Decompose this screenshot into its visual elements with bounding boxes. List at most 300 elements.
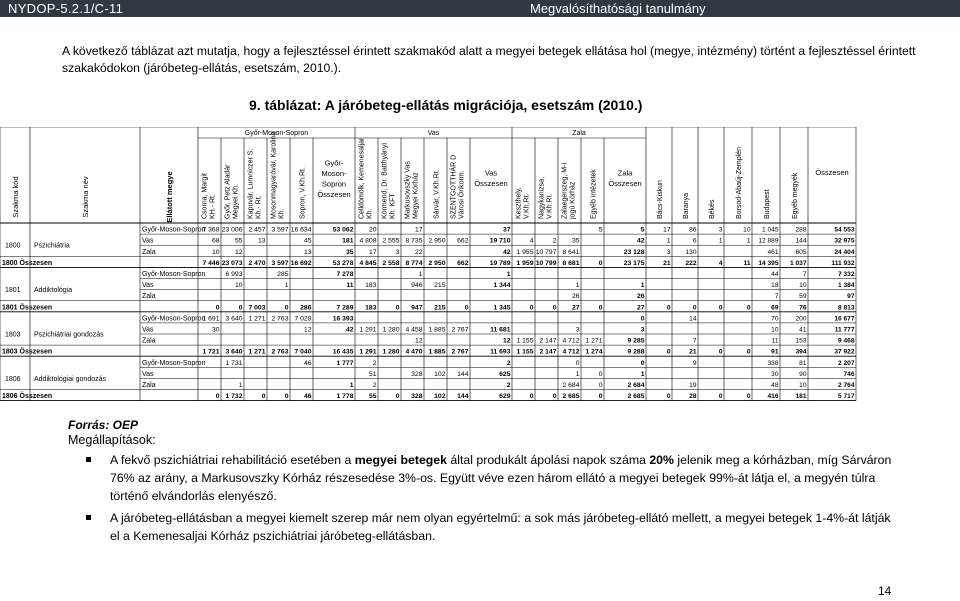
table-cell: 288 (795, 226, 807, 234)
migration-table (0, 127, 960, 413)
table-cell: 947 (411, 304, 423, 312)
column-header: Keszthely, (515, 187, 523, 219)
column-header: Moson- (321, 169, 347, 178)
table-cell: 19 (689, 382, 697, 389)
table-cell: 0 (598, 382, 603, 389)
table-cell: 86 (689, 226, 697, 234)
table-cell: 21 (663, 259, 671, 267)
table-cell: 1 955 (516, 248, 534, 256)
column-header: Nagykanizsa, (538, 176, 546, 219)
table-cell: 2 763 (271, 315, 289, 323)
row-county: Vas (142, 370, 154, 378)
column-header: Budapest (764, 189, 771, 219)
table-cell: 0 (395, 393, 400, 401)
table-cell: 0 (666, 304, 671, 312)
table-cell: 26 (571, 293, 580, 301)
row-county: Vas (142, 237, 154, 245)
group-header: Győr-Moson-Sopron (244, 130, 309, 137)
table-cell: 0 (575, 359, 580, 367)
table-cell: 14 (689, 315, 697, 323)
table-cell: 662 (457, 237, 469, 245)
column-header: Sopron, V.Kh.Rt. (299, 167, 307, 219)
table-cell: 14 395 (758, 259, 779, 267)
table-cell: 338 (767, 359, 779, 367)
column-header: Körmend, Dr. Batthyányi (381, 143, 389, 219)
row-total-label: 1801 Összesen (2, 304, 53, 312)
table-cell: 2 (372, 359, 377, 367)
table-cell: 0 (284, 304, 289, 312)
table-cell: 0 (718, 348, 723, 356)
column-header: Borsod-Abaúj-Zemplén (736, 147, 743, 219)
table-cell: 1 037 (789, 259, 807, 267)
table-cell: 2 763 (271, 348, 289, 356)
table-cell: 7 040 (294, 348, 312, 356)
table-cell: 130 (685, 248, 697, 256)
table-cell: 12 (234, 248, 243, 256)
table-cell: 328 (411, 393, 423, 401)
findings-list (96, 451, 896, 549)
table-cell: 2 950 (428, 259, 446, 267)
table-cell: 285 (277, 271, 289, 278)
row-specialty: Pszichiátriai gondozás (34, 331, 104, 339)
column-header: Győr, Petz Aladár (224, 164, 232, 219)
column-header: jogú Kórház (569, 181, 577, 219)
table-cell: 0 (598, 304, 603, 312)
group-header: Vas (427, 130, 440, 137)
table-cell: 4 808 (359, 237, 377, 245)
column-header: Összesen (608, 179, 642, 188)
table-cell: 9 288 (627, 348, 645, 356)
table-cell: 2 (506, 359, 511, 367)
table-cell: 69 (771, 304, 779, 312)
table-cell: 51 (368, 370, 377, 378)
column-header: Összesen (815, 168, 849, 177)
finding-item: A járóbeteg-ellátásban a megyei kiemelt szerep már nem olyan egyértelmű: a sok más járóbeteg-ellátó mellett, a megyei betegek 1-4%-át látják el a Kemenesaljai Kórház pszichiátriai járóbeteg-ellátásban. (96, 509, 896, 545)
column-header: Egyéb intézetek (590, 169, 598, 219)
table-cell: 37 (502, 226, 511, 234)
column-header: Ellátott megye (165, 171, 174, 223)
table-cell: 286 (300, 304, 312, 312)
table-cell: 13 (257, 237, 266, 245)
table-cell: 12 (303, 326, 312, 334)
table-cell: 746 (843, 370, 855, 378)
column-header: Kh. KFT (389, 193, 397, 219)
bullet-square-icon (86, 457, 91, 462)
column-header: Egyéb megyék (792, 172, 799, 219)
table-cell: 2 457 (248, 226, 266, 234)
table-cell: 8 735 (405, 237, 423, 245)
column-header: SZENTGOTTHÁR D (450, 154, 458, 219)
table-caption: 9. táblázat: A járóbeteg-ellátás migrációja, esetszám (2010.) (249, 97, 643, 113)
row-specialty: Addiktológia (34, 287, 73, 295)
table-cell: 20 (368, 226, 377, 234)
table-cell: 605 (795, 248, 807, 256)
bullet-square-icon (86, 515, 91, 520)
table-cell: 200 (795, 315, 807, 323)
table-cell: 6 (692, 237, 697, 245)
table-cell: 1 291 (359, 348, 377, 356)
table-cell: 0 (552, 393, 557, 401)
table-cell: 2 685 (627, 393, 645, 401)
row-county: Zala (142, 293, 156, 301)
table-cell: 625 (499, 370, 511, 378)
table-cell: 1 155 (516, 337, 534, 345)
table-cell: 0 (666, 393, 671, 401)
table-cell: 13 (303, 248, 312, 256)
column-header: Baranya (683, 192, 690, 219)
column-header: Zalaegerszeg, M-i (561, 162, 569, 219)
column-header: V.Kh.Rt. (546, 193, 554, 219)
table-cell: 2 (552, 237, 557, 245)
column-header: Kh.- Rt. (255, 195, 263, 219)
table-cell: 183 (365, 282, 377, 290)
row-code: 1801 (5, 287, 21, 295)
row-county: Győr-Moson-Sopron (142, 226, 206, 234)
column-header: Vas (484, 168, 498, 178)
table-cell: 2 555 (382, 237, 400, 245)
table-cell: 1 (238, 382, 243, 389)
table-cell: 10 (799, 382, 807, 389)
table-cell: 2 767 (451, 348, 469, 356)
table-cell: 461 (767, 248, 779, 256)
table-cell: 0 (692, 304, 697, 312)
table-cell: 37 922 (834, 348, 855, 356)
table-cell: 12 889 (758, 237, 779, 245)
table-cell: 5 (598, 226, 603, 234)
table-cell: 91 (771, 348, 779, 356)
table-cell: 1 (575, 282, 580, 290)
table-cell: 23 128 (623, 248, 645, 256)
table-cell: 4 (718, 259, 723, 267)
table-cell: 2 685 (562, 393, 580, 401)
column-header: Mosonmagyaróvár, Karolina (270, 131, 278, 219)
table-cell: 35 (345, 248, 354, 256)
table-cell: 1 (746, 237, 751, 245)
table-cell: 0 (718, 393, 723, 401)
findings-title: Megállapítások: (68, 433, 156, 447)
table-cell: 59 (799, 293, 807, 301)
table-cell: 4 845 (359, 259, 377, 267)
table-cell: 76 (799, 304, 807, 312)
table-cell: 0 (464, 304, 469, 312)
intro-paragraph: A következő táblázat azt mutatja, hogy a fejlesztéssel érintett szakmakód alatt a megyei betegek ellátása hol (megye, intézmény) történt a fejlesztéssel érintett szakakódokon (járóbeteg-ellátás, esetszám, 2010.). (62, 44, 916, 75)
table-cell: 215 (434, 282, 446, 290)
table-cell: 81 (799, 359, 807, 367)
table-cell: 16 393 (332, 315, 354, 323)
table-cell: 1 345 (493, 304, 511, 312)
column-header: Kapuvár, Lumniczer S. (247, 148, 255, 219)
column-header: Győr- (324, 158, 344, 168)
table-cell: 0 (598, 393, 603, 401)
column-header: Markusovszky Vas (404, 161, 412, 219)
row-county: Vas (142, 282, 154, 290)
table-cell: 1 (418, 271, 423, 278)
group-header: Zala (572, 130, 586, 137)
table-cell: 10 799 (535, 259, 557, 267)
table-cell: 6 993 (225, 271, 243, 278)
table-cell: 7 332 (837, 271, 855, 278)
table-cell: 0 (598, 259, 603, 267)
table-cell: 22 (414, 248, 423, 256)
table-cell: 102 (434, 370, 446, 378)
table-cell: 102 (434, 393, 446, 401)
table-cell: 68 (211, 237, 220, 245)
table-cell: 0 (529, 304, 534, 312)
table-cell: 1 155 (516, 348, 534, 356)
column-header: Megyei Kórház (412, 172, 420, 219)
table-cell: 1 274 (585, 348, 603, 356)
row-total-label: 1803 Összesen (2, 348, 53, 356)
table-cell: 8 813 (837, 304, 855, 312)
table-cell: 0 (552, 304, 557, 312)
column-header: Összesen (474, 179, 508, 188)
table-cell: 11 (771, 337, 779, 345)
table-cell: 9 468 (837, 337, 855, 345)
table-cell: 10 (799, 282, 807, 290)
table-cell: 3 (575, 326, 580, 334)
table-cell: 1 (666, 237, 671, 245)
table-cell: 55 (234, 237, 243, 245)
table-cell: 7 (692, 337, 697, 345)
table-cell: 11 681 (490, 326, 511, 334)
table-cell: 17 (414, 226, 423, 234)
table-cell: 662 (457, 259, 469, 267)
table-cell: 215 (434, 304, 446, 312)
table-cell: 21 (689, 348, 697, 356)
table-cell: 1 344 (493, 282, 511, 290)
document-code: NYDOP-5.2.1/C-11 (8, 1, 124, 16)
column-header: Összesen (317, 190, 351, 199)
table-cell: 18 (771, 282, 779, 290)
table-cell: 4 458 (405, 326, 423, 334)
table-cell: 10 (211, 248, 220, 256)
row-total-label: 1806 Összesen (2, 393, 53, 401)
column-header: Sopron (321, 179, 347, 189)
table-cell: 144 (795, 237, 807, 245)
table-cell: 10 797 (535, 248, 557, 256)
table-cell: 1 384 (837, 282, 855, 290)
table-cell: 1 (575, 370, 580, 378)
row-county: Győr-Moson-Sopron (142, 271, 206, 278)
table-cell: 181 (795, 393, 807, 401)
table-cell: 10 (771, 326, 779, 334)
table-cell: 3 (395, 248, 400, 256)
column-header: V.Kh.Rt. (523, 193, 531, 219)
column-header: KH.- Rt. (209, 194, 217, 219)
table-cell: 0 (746, 393, 751, 401)
table-cell: 1 280 (382, 326, 400, 334)
table-cell: 7 289 (336, 304, 354, 312)
table-cell: 11 777 (834, 326, 855, 334)
table-cell: 11 (743, 259, 751, 267)
table-cell: 10 (234, 282, 243, 290)
table-cell: 2 950 (428, 237, 446, 245)
table-cell: 2 207 (837, 359, 855, 367)
table-cell: 2 147 (539, 337, 557, 345)
table-cell: 4 470 (405, 348, 423, 356)
table-cell: 946 (411, 282, 423, 290)
table-cell: 16 634 (290, 226, 312, 234)
table-cell: 2 147 (539, 348, 557, 356)
table-cell: 16 677 (834, 315, 855, 323)
table-cell: 5 717 (837, 393, 855, 401)
table-cell: 17 (663, 226, 671, 234)
column-header: Városi Önkorm. (458, 170, 466, 219)
table-cell: 10 (743, 226, 751, 234)
table-cell: 7 446 (202, 259, 220, 267)
table-cell: 1 280 (382, 348, 400, 356)
table-cell: 12 (502, 337, 511, 345)
table-cell: 1 778 (336, 393, 354, 401)
table-cell: 23 175 (623, 259, 645, 267)
table-cell: 0 (529, 393, 534, 401)
table-cell: 0 (598, 370, 603, 378)
table-cell: 2 767 (451, 326, 469, 334)
table-cell: 11 (346, 282, 354, 290)
table-cell: 0 (640, 359, 645, 367)
table-cell: 1 959 (516, 259, 534, 267)
table-cell: 9 (692, 359, 697, 367)
row-code: 1803 (5, 331, 21, 339)
table-cell: 4 712 (562, 348, 580, 356)
table-cell: 9 285 (627, 337, 645, 345)
table-cell: 19 789 (489, 259, 511, 267)
table-cell: 19 710 (489, 237, 511, 245)
table-cell: 16 435 (332, 348, 354, 356)
table-cell: 12 (414, 337, 423, 345)
page-header (0, 0, 960, 17)
table-cell: 222 (685, 259, 697, 267)
table-cell: 3 597 (271, 226, 289, 234)
table-cell: 28 (689, 393, 697, 401)
document-title: Megvalósíthatósági tanulmány (530, 1, 706, 16)
table-cell: 111 932 (831, 259, 855, 267)
table-cell: 1 (640, 370, 645, 378)
table-cell: 1 271 (248, 348, 266, 356)
table-cell: 27 (636, 304, 645, 312)
table-cell: 3 (718, 226, 723, 234)
table-cell: 7 003 (248, 304, 266, 312)
table-cell: 144 (457, 393, 469, 401)
table-cell: 0 (395, 304, 400, 312)
table-cell: 1 732 (225, 393, 243, 401)
table-cell: 0 (666, 348, 671, 356)
table-cell: 1 (640, 282, 645, 290)
page-number: 14 (878, 584, 892, 598)
table-cell: 3 640 (225, 315, 243, 323)
row-specialty: Addiktológiai gondozás (34, 375, 106, 383)
row-code: 1800 (5, 242, 21, 250)
table-cell: 23 073 (221, 259, 243, 267)
table-cell: 1 721 (202, 348, 220, 356)
table-cell: 629 (499, 393, 511, 401)
table-cell: 17 (368, 248, 377, 256)
table-cell: 32 975 (834, 237, 855, 245)
table-cell: 53 062 (332, 226, 354, 234)
column-header: Kh. (366, 208, 374, 219)
table-cell: 3 (666, 248, 671, 256)
table-cell: 8 641 (562, 248, 580, 256)
row-county: Zala (142, 248, 156, 256)
table-cell: 0 (746, 304, 751, 312)
table-cell: 70 (771, 315, 779, 323)
table-cell: 0 (284, 393, 289, 401)
table-cell: 2 764 (837, 382, 855, 389)
table-cell: 1 885 (428, 326, 446, 334)
column-header: Celldömölk, Kemenesaljai (358, 138, 366, 219)
table-cell: 3 (640, 326, 645, 334)
table-cell: 1 291 (359, 326, 377, 334)
table-cell: 1 271 (248, 315, 266, 323)
table-cell: 0 (215, 393, 220, 401)
table-cell: 42 (636, 237, 645, 245)
migration-table-grid (0, 127, 960, 413)
table-cell: 0 (718, 304, 723, 312)
table-cell: 46 (303, 393, 312, 401)
column-header: Sárvár, V.Kh.Rt. (433, 169, 441, 219)
table-cell: 2 558 (382, 259, 400, 267)
table-cell: 1 271 (585, 337, 603, 345)
table-cell: 55 (368, 393, 377, 401)
table-cell: 328 (411, 370, 423, 378)
table-cell: 1 045 (761, 226, 779, 234)
row-specialty: Pszichiátria (34, 242, 70, 250)
table-cell: 2 684 (627, 382, 645, 389)
column-header: Csorna, Margit (201, 173, 209, 219)
table-cell: 8 774 (405, 259, 423, 267)
table-cell: 181 (342, 237, 354, 245)
table-cell: 1 (718, 237, 723, 245)
table-cell: 153 (795, 337, 807, 345)
table-cell: 1 (284, 282, 289, 290)
table-cell: 416 (767, 393, 779, 401)
row-county: Győr-Moson-Sopron (142, 315, 206, 323)
table-cell: 53 278 (332, 259, 354, 267)
table-cell: 7 (774, 293, 779, 301)
table-cell: 183 (365, 304, 377, 312)
row-code: 1806 (5, 375, 21, 383)
table-cell: 54 553 (834, 226, 855, 234)
row-county: Győr-Moson-Sopron (142, 359, 206, 367)
table-cell: 1 777 (336, 359, 354, 367)
table-cell: 30 (211, 326, 220, 334)
column-header: Zala (617, 168, 633, 178)
table-cell: 1 (506, 271, 511, 278)
table-cell: 35 (571, 237, 580, 245)
table-cell: 7 028 (294, 315, 312, 323)
table-cell: 48 (771, 382, 779, 389)
table-cell: 4 (529, 237, 534, 245)
table-cell: 2 470 (248, 259, 266, 267)
table-cell: 27 (571, 304, 580, 312)
table-cell: 0 (640, 315, 645, 323)
table-cell: 16 692 (290, 259, 312, 267)
row-county: Zala (142, 382, 156, 389)
source-note: Forrás: OEP (68, 418, 139, 432)
table-cell: 0 (215, 304, 220, 312)
table-cell: 2 (372, 382, 377, 389)
table-cell: 1 731 (225, 359, 243, 367)
row-total-label: 1800 Összesen (2, 259, 53, 267)
table-cell: 1 691 (202, 315, 220, 323)
table-cell: 8 681 (562, 259, 580, 267)
column-header: Békés (709, 199, 716, 219)
table-cell: 46 (303, 359, 312, 367)
table-cell: 7 368 (202, 226, 220, 234)
table-cell: 0 (261, 393, 266, 401)
table-cell: 1 (349, 382, 354, 389)
table-cell: 4 712 (562, 337, 580, 345)
